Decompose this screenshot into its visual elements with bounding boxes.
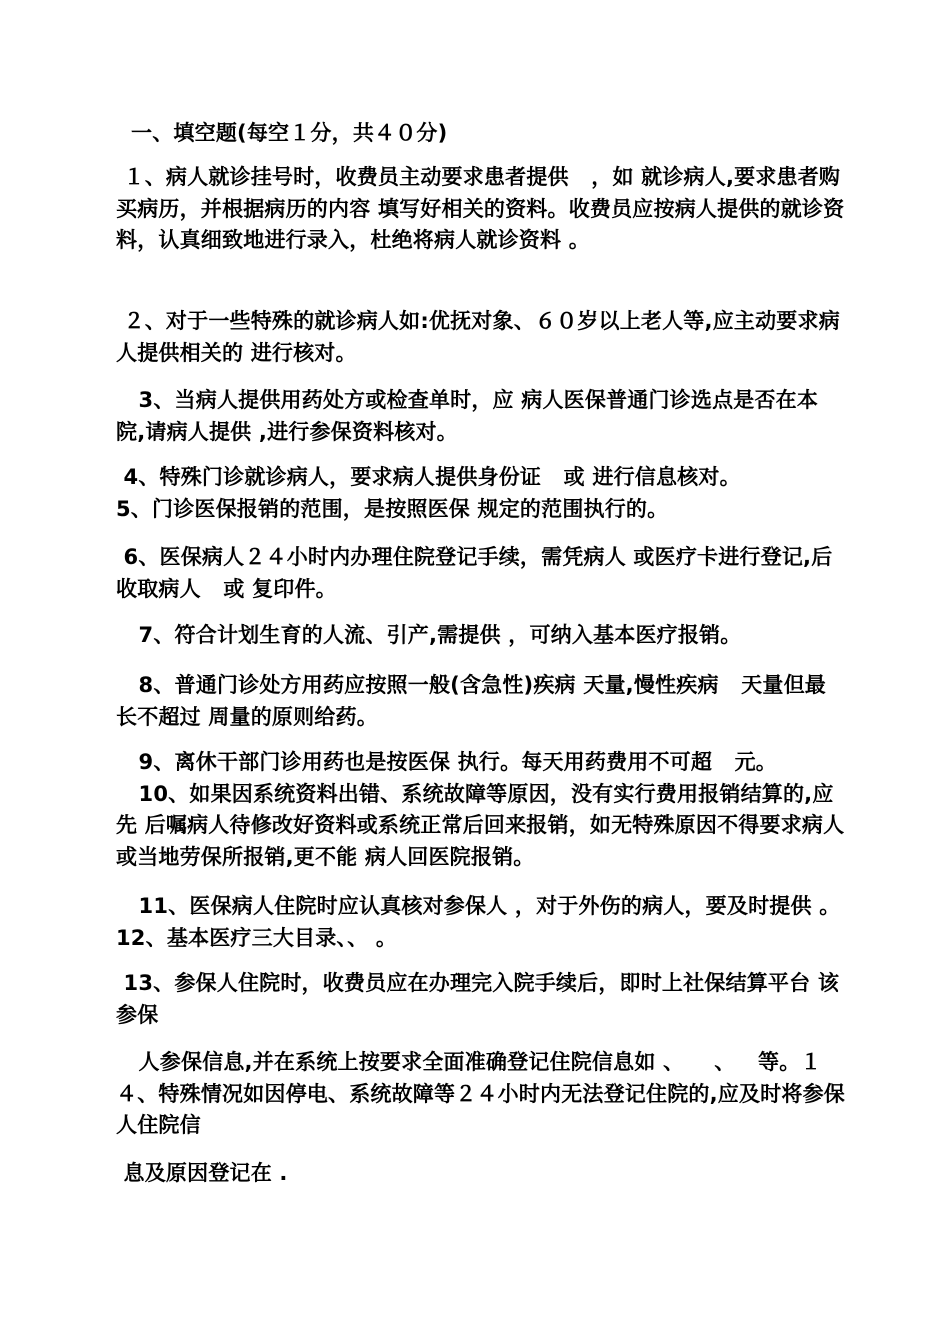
section-title: 一、填空题(每空１分，共４０分)	[116, 121, 448, 145]
question-6: 6、医保病人２４小时内办理住院登记手续，需凭病人 或医疗卡进行登记,后收取病人 或 复印件。	[116, 545, 833, 601]
question-1: １、病人就诊挂号时，收费员主动要求患者提供 ，如 就诊病人,要求患者购买病历，并根据病历的内容 填写好相关的资料。收费员应按病人提供的就诊资料，认真细致地进行录入，杜绝将病人就诊资料 。	[116, 165, 845, 252]
question-7: 7、符合计划生育的人流、引产,需提供 ，可纳入基本医疗报销。	[116, 623, 742, 647]
question-3: 3、当病人提供用药处方或检查单时，应 病人医保普通门诊选点是否在本院,请病人提供 ,进行参保资料核对。	[116, 388, 819, 444]
question-14-continued: 息及原因登记在 .	[116, 1161, 288, 1185]
question-13: 13、参保人住院时，收费员应在办理完入院手续后，即时上社保结算平台 该参保	[116, 971, 840, 1027]
question-8: 8、普通门诊处方用药应按照一般(含急性)疾病 天量,慢性疾病 天量但最长不超过 周量的原则给药。	[116, 673, 826, 729]
question-2: ２、对于一些特殊的就诊病人如:优抚对象、６０岁以上老人等,应主动要求病人提供相关的 进行核对。	[116, 309, 840, 365]
question-13-continued-14: 人参保信息,并在系统上按要求全面准确登记住院信息如 、 、 等。１４、特殊情况如因停电、系统故障等２４小时内无法登记住院的,应及时将参保人住院信	[116, 1050, 845, 1137]
question-4-5: 4、特殊门诊就诊病人，要求病人提供身份证 或 进行信息核对。 5、门诊医保报销的范围，是按照医保 规定的范围执行的。	[116, 465, 741, 521]
question-9-10: 9、离休干部门诊用药也是按医保 执行。每天用药费用不可超 元。 10、如果因系统资料出错、系统故障等原因，没有实行费用报销结算的,应先 后嘱病人待修改好资料或系统正常后回来报销，如无特殊原因不得要求病人 或当地劳保所报销,更不能 病人回医院报销。	[116, 750, 845, 869]
question-11-12: 11、医保病人住院时应认真核对参保人 ，对于外伤的病人，要及时提供 。12、基本医疗三大目录、、 。	[116, 894, 841, 950]
